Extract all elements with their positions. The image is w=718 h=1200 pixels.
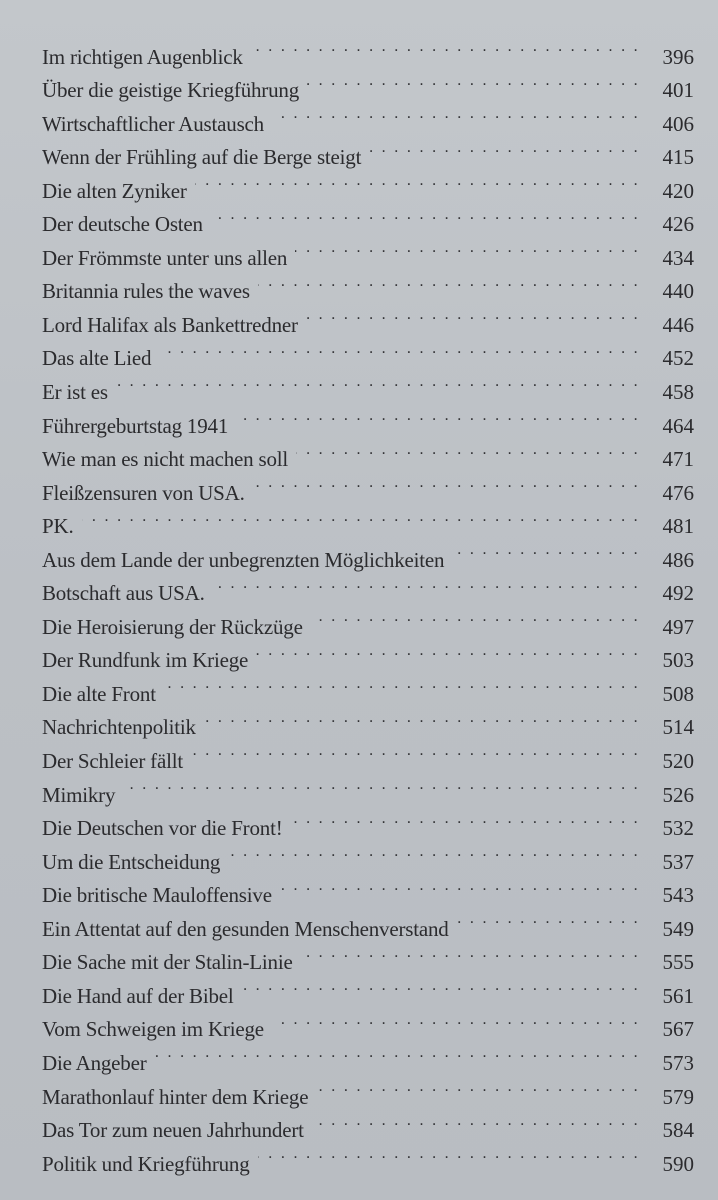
dot-leader: [258, 1137, 640, 1171]
entry-title: Wirtschaftlicher Austausch: [42, 111, 264, 136]
dot-leader: [213, 567, 640, 601]
dot-leader: [369, 131, 640, 165]
page-number: 486: [662, 547, 694, 572]
page-number: 526: [662, 782, 694, 807]
page-number: 401: [662, 78, 694, 103]
entry-title: Das Tor zum neuen Jahrhundert: [42, 1118, 304, 1143]
entry-title: Aus dem Lande der unbegrenzten Möglichkeiten: [42, 547, 445, 572]
dot-leader: [256, 634, 640, 668]
table-of-contents: [42, 30, 694, 1176]
entry-title: Der Rundfunk im Kriege: [42, 648, 249, 673]
page-number: 549: [662, 916, 694, 941]
entry-title: Die Deutschen vor die Front!: [42, 816, 283, 841]
page-number: 497: [662, 614, 694, 639]
page-number: 514: [662, 715, 694, 740]
page-number: 561: [662, 983, 694, 1008]
dot-leader: [116, 365, 640, 399]
dot-leader: [280, 869, 640, 903]
entry-title: Botschaft aus USA.: [42, 581, 205, 606]
entry-title: Der Frömmste unter uns allen: [42, 245, 288, 270]
entry-title: Nachrichtenpolitik: [42, 715, 196, 740]
dot-leader: [195, 164, 640, 198]
entry-title: Die alte Front: [42, 681, 156, 706]
dot-leader: [211, 198, 640, 232]
toc-entry: [42, 500, 694, 539]
dot-leader: [159, 332, 640, 366]
dot-leader: [258, 265, 640, 299]
dot-leader: [155, 1036, 640, 1070]
dot-leader: [316, 1070, 640, 1104]
entry-title: Die alten Zyniker: [42, 178, 187, 203]
dot-leader: [291, 802, 640, 836]
entry-title: Fleißzensuren von USA.: [42, 480, 245, 505]
dot-leader: [251, 30, 640, 64]
toc-entry: [42, 802, 694, 841]
entry-title: Lord Halifax als Bankettredner: [42, 312, 298, 337]
dot-leader: [191, 734, 640, 768]
page-number: 420: [662, 178, 694, 203]
page-number: 481: [662, 514, 694, 539]
dot-leader: [301, 936, 640, 970]
entry-title: Britannia rules the waves: [42, 279, 250, 304]
entry-title: Wie man es nicht machen soll: [42, 447, 289, 472]
entry-title: Die Hand auf der Bibel: [42, 983, 234, 1008]
dot-leader: [236, 399, 640, 433]
page-number: 584: [662, 1118, 694, 1143]
dot-leader: [457, 902, 640, 936]
dot-leader: [306, 298, 640, 332]
page-number: 458: [662, 380, 694, 405]
page-number: 555: [662, 950, 694, 975]
page-number: 426: [662, 212, 694, 237]
entry-title: Mimikry: [42, 782, 116, 807]
entry-title: Um die Entscheidung: [42, 849, 221, 874]
page-number: 476: [662, 480, 694, 505]
page-number: 543: [662, 883, 694, 908]
toc-entry: [42, 365, 694, 405]
entry-title: Der Schleier fällt: [42, 749, 184, 774]
page-number: 415: [662, 145, 694, 170]
entry-title: Führergeburtstag 1941: [42, 413, 229, 438]
entry-title: Wenn der Frühling auf die Berge steigt: [42, 145, 362, 170]
dot-leader: [452, 533, 640, 567]
page-number: 537: [662, 849, 694, 874]
entry-title: Die Sache mit der Stalin-Linie: [42, 950, 293, 975]
dot-leader: [242, 969, 640, 1003]
entry-title: Marathonlauf hinter dem Kriege: [42, 1084, 309, 1109]
page-number: 446: [662, 312, 694, 337]
toc-entry: [42, 533, 694, 572]
dot-leader: [253, 466, 640, 500]
dot-leader: [123, 768, 640, 802]
entry-title: Über die geistige Kriegführung: [42, 78, 300, 103]
page-number: 440: [662, 279, 694, 304]
page-number: 471: [662, 447, 694, 472]
dot-leader: [312, 1104, 640, 1138]
dot-leader: [272, 97, 640, 131]
entry-title: Die britische Mauloffensive: [42, 883, 272, 908]
dot-leader: [82, 500, 641, 534]
page-number: 396: [662, 44, 694, 69]
entry-title: Das alte Lied: [42, 346, 152, 371]
entry-title: Die Angeber: [42, 1050, 147, 1075]
toc-entry: [42, 30, 694, 69]
dot-leader: [296, 433, 640, 467]
page-number: 567: [662, 1017, 694, 1042]
dot-leader: [295, 231, 640, 265]
page-number: 532: [662, 816, 694, 841]
page-number: 452: [662, 346, 694, 371]
dot-leader: [311, 600, 640, 634]
entry-title: Vom Schweigen im Kriege: [42, 1017, 264, 1042]
page-number: 520: [662, 749, 694, 774]
entry-title: Er ist es: [42, 380, 108, 405]
page-number: 434: [662, 245, 694, 270]
page-number: 579: [662, 1084, 694, 1109]
entry-title: Ein Attentat auf den gesunden Menschenverstand: [42, 916, 449, 941]
page-number: 573: [662, 1050, 694, 1075]
dot-leader: [164, 667, 640, 701]
dot-leader: [307, 64, 640, 98]
entry-title: Im richtigen Augenblick: [42, 44, 243, 69]
entry-title: PK.: [42, 514, 74, 539]
dot-leader: [204, 701, 640, 735]
entry-title: Politik und Kriegführung: [42, 1151, 250, 1176]
entry-title: Der deutsche Osten: [42, 212, 203, 237]
toc-entry: [42, 768, 694, 807]
page-number: 503: [662, 648, 694, 673]
dot-leader: [228, 835, 640, 869]
page-number: 464: [662, 413, 694, 438]
page-number: 590: [662, 1151, 694, 1176]
toc-entry: [42, 399, 694, 438]
page-number: 492: [662, 581, 694, 606]
dot-leader: [272, 1003, 640, 1037]
page-number: 406: [662, 111, 694, 136]
entry-title: Die Heroisierung der Rückzüge: [42, 614, 303, 639]
page-number: 508: [662, 681, 694, 706]
